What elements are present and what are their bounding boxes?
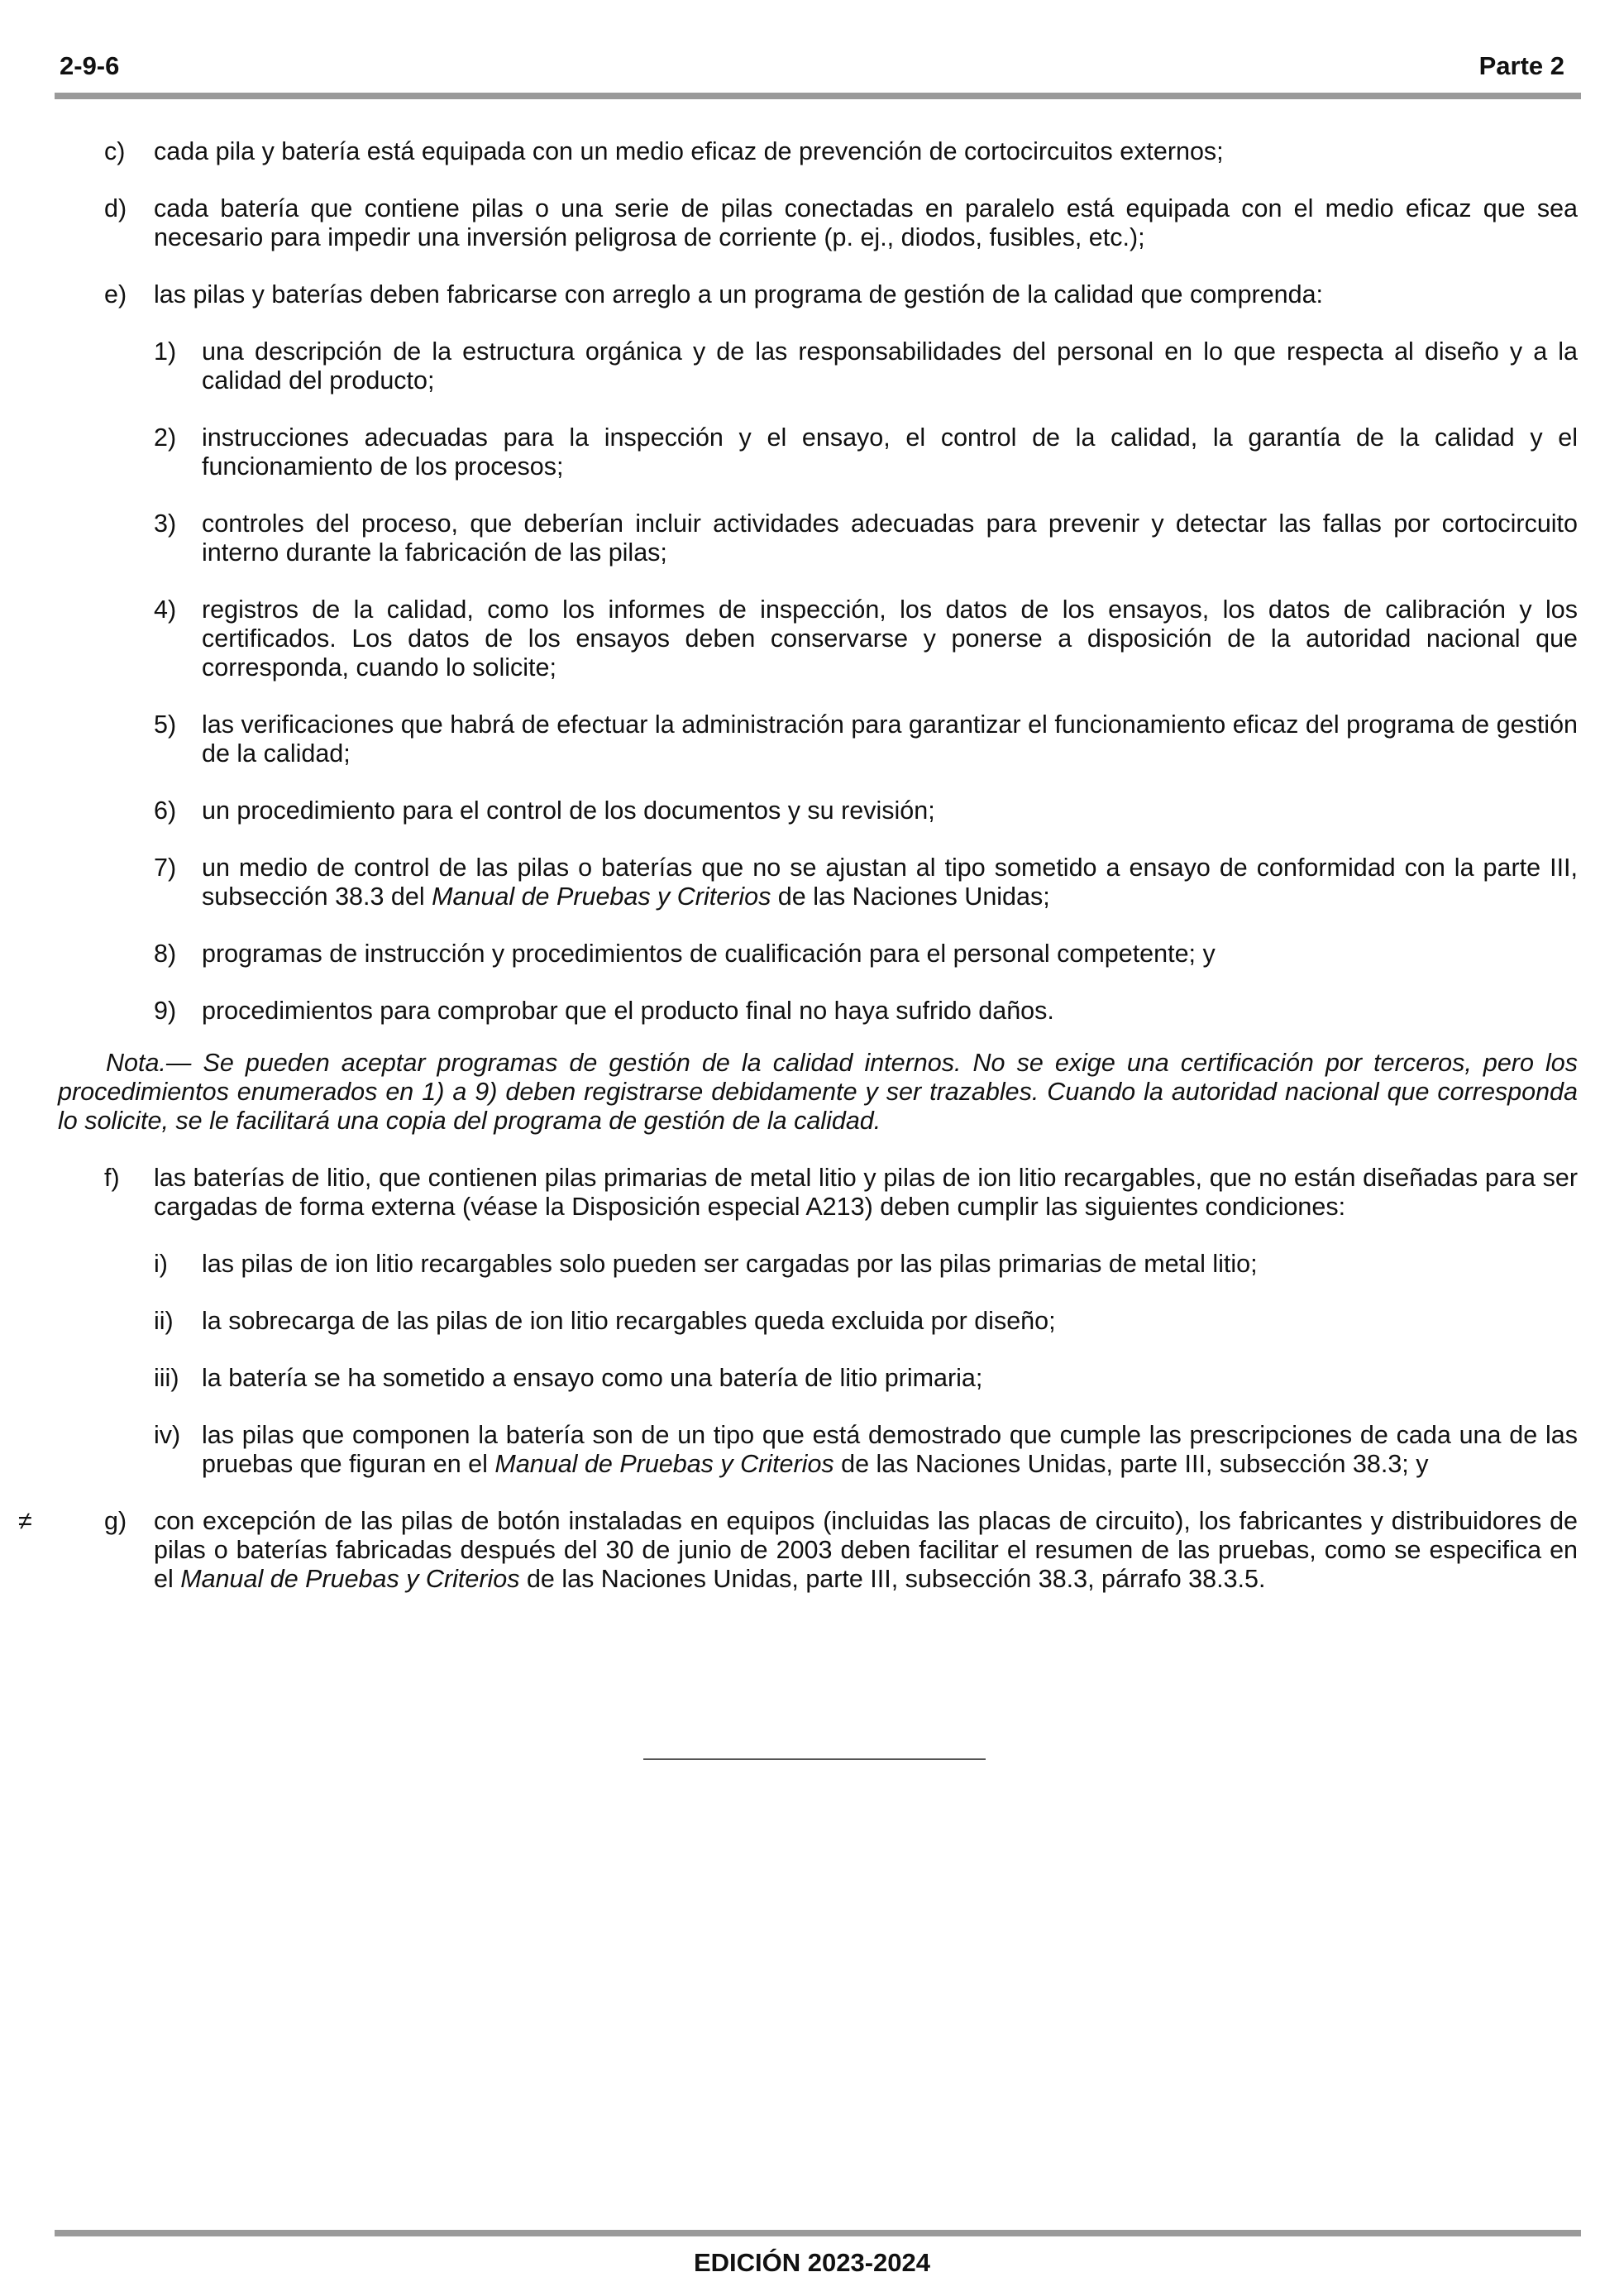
manual-title: Manual de Pruebas y Criterios: [432, 883, 771, 911]
subitem-e-4: [58, 596, 1578, 682]
document-body: [18, 137, 1578, 1622]
note-lead: Nota.—: [106, 1049, 192, 1077]
subitem-text: un procedimiento para el control de los documentos y su revisión;: [202, 796, 935, 825]
subitem-e-9: [58, 997, 1578, 1026]
item-label: f): [104, 1164, 120, 1192]
subitem-text: las pilas que componen la batería son de un tipo que está demostrado que cumple las prescripciones de cada una de las pruebas que figuran en el Manual de Pruebas y Criterios de las Naciones Unidas, parte III, subsección 38.3; y: [202, 1421, 1578, 1478]
subitem-e-3: [58, 509, 1578, 567]
item-text: las baterías de litio, que contienen pilas primarias de metal litio y pilas de ion litio recargables, que no están diseñadas para ser cargadas de forma externa (véase la Disposición especial A213) deben cumplir las siguientes condiciones:: [154, 1164, 1578, 1221]
item-text: con excepción de las pilas de botón instaladas en equipos (incluidas las placas de circuito), los fabricantes y distribuidores de pilas o baterías fabricadas después del 30 de junio de 2003 deben facilitar el resumen de las pruebas, como se especifica en el Manual de Pruebas y Criterios de las Naciones Unidas, parte III, subsección 38.3, párrafo 38.3.5.: [154, 1507, 1578, 1593]
subitem-text: registros de la calidad, como los informes de inspección, los datos de los ensayos, los datos de calibración y los certificados. Los datos de los ensayos deben conservarse y ponerse a disposición de la autoridad nacional que corresponda, cuando lo solicite;: [202, 596, 1578, 682]
subitem-label: 8): [154, 940, 177, 968]
subitem-label: 1): [154, 337, 177, 366]
subitem-e-6: [58, 796, 1578, 825]
subitem-label: 2): [154, 423, 177, 452]
subitem-f-ii: [58, 1307, 1578, 1336]
item-text: cada pila y batería está equipada con un medio eficaz de prevención de cortocircuitos externos;: [154, 137, 1224, 165]
end-of-section-rule: [643, 1758, 986, 1760]
subitem-label: 6): [154, 796, 177, 825]
item-text: las pilas y baterías deben fabricarse con arreglo a un programa de gestión de la calidad que comprenda:: [154, 280, 1324, 309]
subitem-label: 7): [154, 854, 177, 882]
subitem-e-7: [58, 854, 1578, 911]
subitem-text: controles del proceso, que deberían incluir actividades adecuadas para prevenir y detectar las fallas por cortocircuito interno durante la fabricación de las pilas;: [202, 509, 1578, 567]
manual-title: Manual de Pruebas y Criterios: [180, 1565, 520, 1593]
subitem-f-iv: [58, 1421, 1578, 1479]
subitem-f-iii: [58, 1364, 1578, 1393]
footer-rule: [55, 2230, 1581, 2236]
subitem-label: 5): [154, 710, 177, 739]
subitem-e-5: [58, 710, 1578, 768]
note-text: Se pueden aceptar programas de gestión de la calidad internos. No se exige una certificación por terceros, pero los procedimientos enumerados en 1) a 9) deben registrarse debidamente y ser trazables. Cuando la autoridad nacional que corresponda lo solicite, se le facilitará una copia del programa de gestión de la calidad.: [58, 1049, 1578, 1135]
item-f: [58, 1164, 1578, 1222]
item-label: g): [104, 1507, 127, 1535]
header-rule: [55, 93, 1581, 99]
subitem-text: una descripción de la estructura orgánica y de las responsabilidades del personal en lo que respecta al diseño y a la calidad del producto;: [202, 337, 1578, 395]
subitem-label: iv): [154, 1421, 181, 1449]
subitem-text: procedimientos para comprobar que el producto final no haya sufrido daños.: [202, 997, 1054, 1025]
item-text: cada batería que contiene pilas o una serie de pilas conectadas en paralelo está equipada con el medio eficaz que sea necesario para impedir una inversión peligrosa de corriente (p. ej., diodos, fusibles, etc.);: [154, 194, 1578, 251]
subitem-text: un medio de control de las pilas o baterías que no se ajustan al tipo sometido a ensayo de conformidad con la parte III, subsección 38.3 del Manual de Pruebas y Criterios de las Naciones Unidas;: [202, 854, 1578, 911]
manual-title: Manual de Pruebas y Criterios: [494, 1450, 834, 1478]
amendment-marker: ≠: [18, 1507, 32, 1535]
subitem-label: i): [154, 1250, 168, 1278]
subitem-f-i: [58, 1250, 1578, 1279]
subitem-text: las pilas de ion litio recargables solo pueden ser cargadas por las pilas primarias de metal litio;: [202, 1250, 1258, 1278]
subitem-text: instrucciones adecuadas para la inspección y el ensayo, el control de la calidad, la garantía de la calidad y el funcionamiento de los procesos;: [202, 423, 1578, 481]
subitem-label: ii): [154, 1307, 174, 1335]
subitem-label: 9): [154, 997, 177, 1025]
subitem-e-2: [58, 423, 1578, 481]
edition-footer: EDICIÓN 2023-2024: [693, 2248, 931, 2277]
item-label: e): [104, 280, 127, 309]
subitem-e-8: [58, 940, 1578, 969]
page-number: 2-9-6: [60, 51, 120, 80]
item-label: d): [104, 194, 127, 222]
subitem-label: 3): [154, 509, 177, 538]
subitem-text: programas de instrucción y procedimientos de cualificación para el personal competente; y: [202, 940, 1216, 968]
subitem-label: 4): [154, 596, 177, 624]
subitem-text: la batería se ha sometido a ensayo como una batería de litio primaria;: [202, 1364, 983, 1392]
subitem-text: las verificaciones que habrá de efectuar la administración para garantizar el funcionamiento eficaz del programa de gestión de la calidad;: [202, 710, 1578, 768]
subitem-e-1: [58, 337, 1578, 395]
page-header: [58, 48, 1566, 81]
item-d: [58, 194, 1578, 252]
item-e: [58, 280, 1578, 309]
subitem-text: la sobrecarga de las pilas de ion litio recargables queda excluida por diseño;: [202, 1307, 1056, 1335]
item-g: [18, 1507, 1578, 1594]
part-label: Parte 2: [1478, 51, 1564, 80]
item-c: [58, 137, 1578, 166]
subitem-label: iii): [154, 1364, 179, 1392]
item-label: c): [104, 137, 126, 165]
note-paragraph: [58, 1049, 1578, 1136]
